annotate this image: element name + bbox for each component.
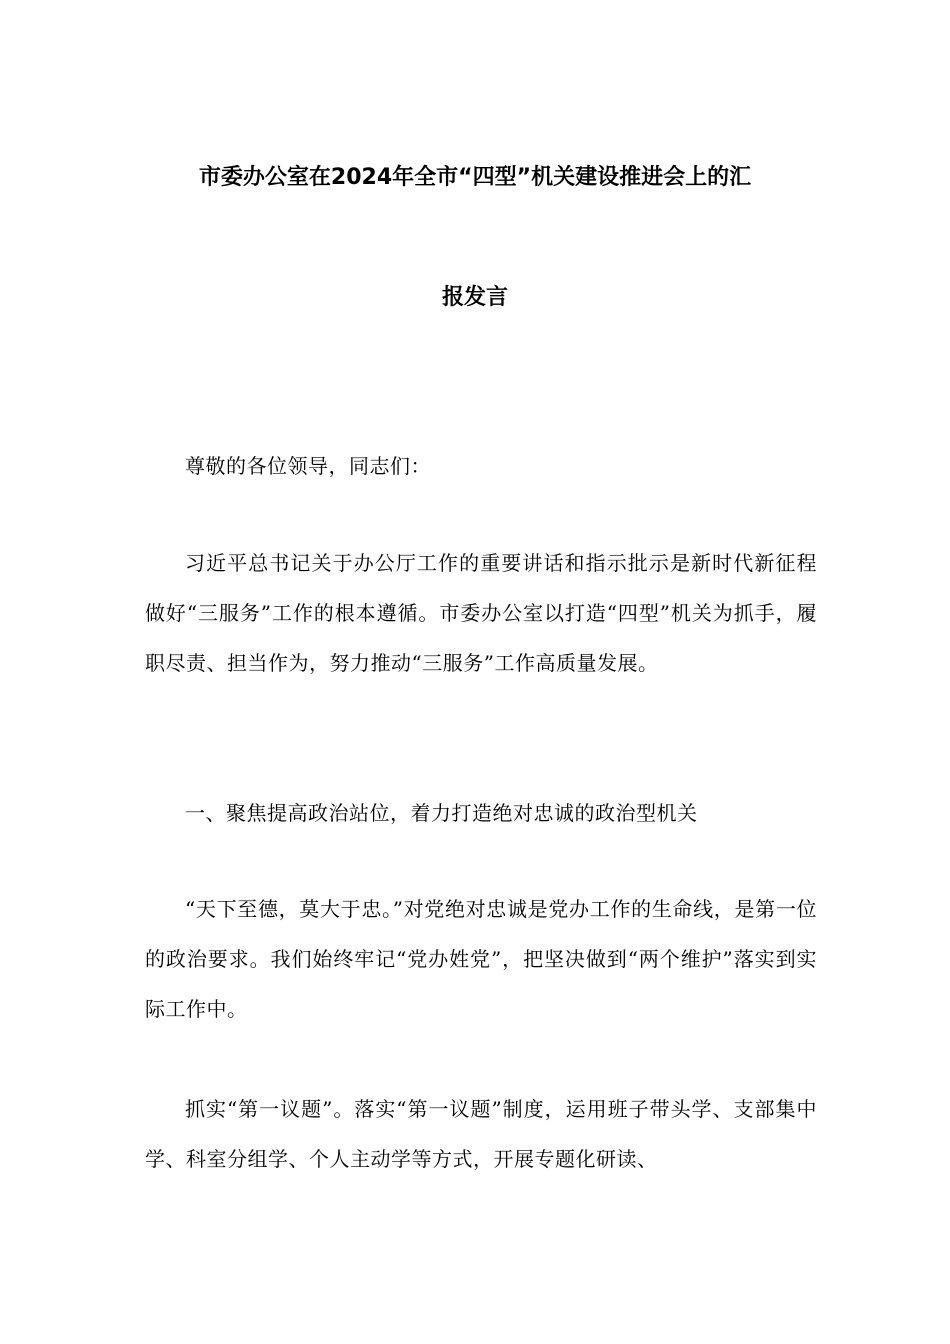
section-heading-1: 一、聚焦提高政治站位，着力打造绝对忠诚的政治型机关 (185, 801, 698, 825)
salutation: 尊敬的各位领导，同志们： (185, 454, 431, 478)
loyalty-paragraph: “天下至德，莫大于忠。”对党绝对忠诚是党办工作的生命线，是第一位的政治要求。我们始终牢记“党办姓党”，把坚决做到“两个维护”落实到实际工作中。 (145, 897, 817, 1021)
document-title-line-2: 报发言 (441, 285, 508, 310)
intro-paragraph: 习近平总书记关于办公厅工作的重要讲话和指示批示是新时代新征程做好“三服务”工作的根本遵循。市委办公室以打造“四型”机关为抓手，履职尽责、担当作为，努力推动“三服务”工作高质量发展。 (145, 551, 817, 675)
document-title-line-1: 市委办公室在2024年全市“四型”机关建设推进会上的汇 (198, 165, 752, 190)
first-topic-paragraph: 抓实“第一议题”。落实“第一议题”制度，运用班子带头学、支部集中学、科室分组学、个人主动学等方式，开展专题化研读、 (145, 1097, 817, 1171)
